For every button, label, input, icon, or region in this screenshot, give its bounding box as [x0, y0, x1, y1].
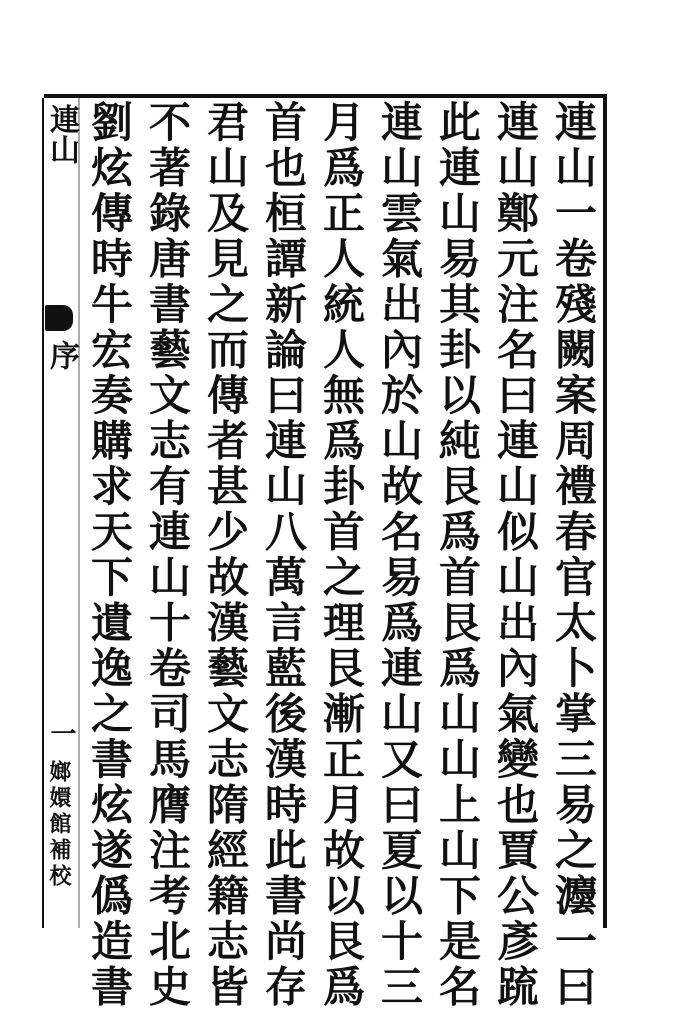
text-column-1: 連山一卷殘闕案周禮春官太卜掌三易之灋一曰: [549, 100, 598, 1010]
frame-right-rule: [603, 94, 607, 928]
margin-page-number: 一: [46, 720, 76, 746]
fold-rule: [78, 98, 80, 928]
margin-section-label: 序: [44, 340, 79, 370]
margin-publisher: 嫏嬛館補校: [46, 760, 72, 890]
text-column-5: 月爲正人統人無爲卦首之理艮漸正月故以艮爲: [317, 100, 366, 1010]
frame-top-rule: [44, 94, 606, 98]
text-column-4: 連山雲氣出內於山故名易爲連山又曰夏以十三: [375, 100, 424, 1010]
fish-tail-mark-icon: [45, 305, 73, 331]
text-column-3: 此連山易其卦以純艮爲首艮爲山山上山下是名: [433, 100, 482, 1010]
text-column-7: 君山及見之而傳者甚少故漢藝文志隋經籍志皆: [201, 100, 250, 1010]
text-column-8: 不著錄唐書藝文志有連山十卷司馬膺注考北史: [143, 100, 192, 1010]
text-column-9: 劉炫傳時牛宏奏購求天下遺逸之書炫遂僞造書: [85, 100, 134, 1010]
text-column-2: 連山鄭元注名曰連山似山出內氣變也賈公彥䟽: [491, 100, 540, 1010]
margin-book-title: 連山: [44, 104, 79, 164]
text-column-6: 首也桓譚新論曰連山八萬言藍後漢時此書尚存: [259, 100, 308, 1010]
